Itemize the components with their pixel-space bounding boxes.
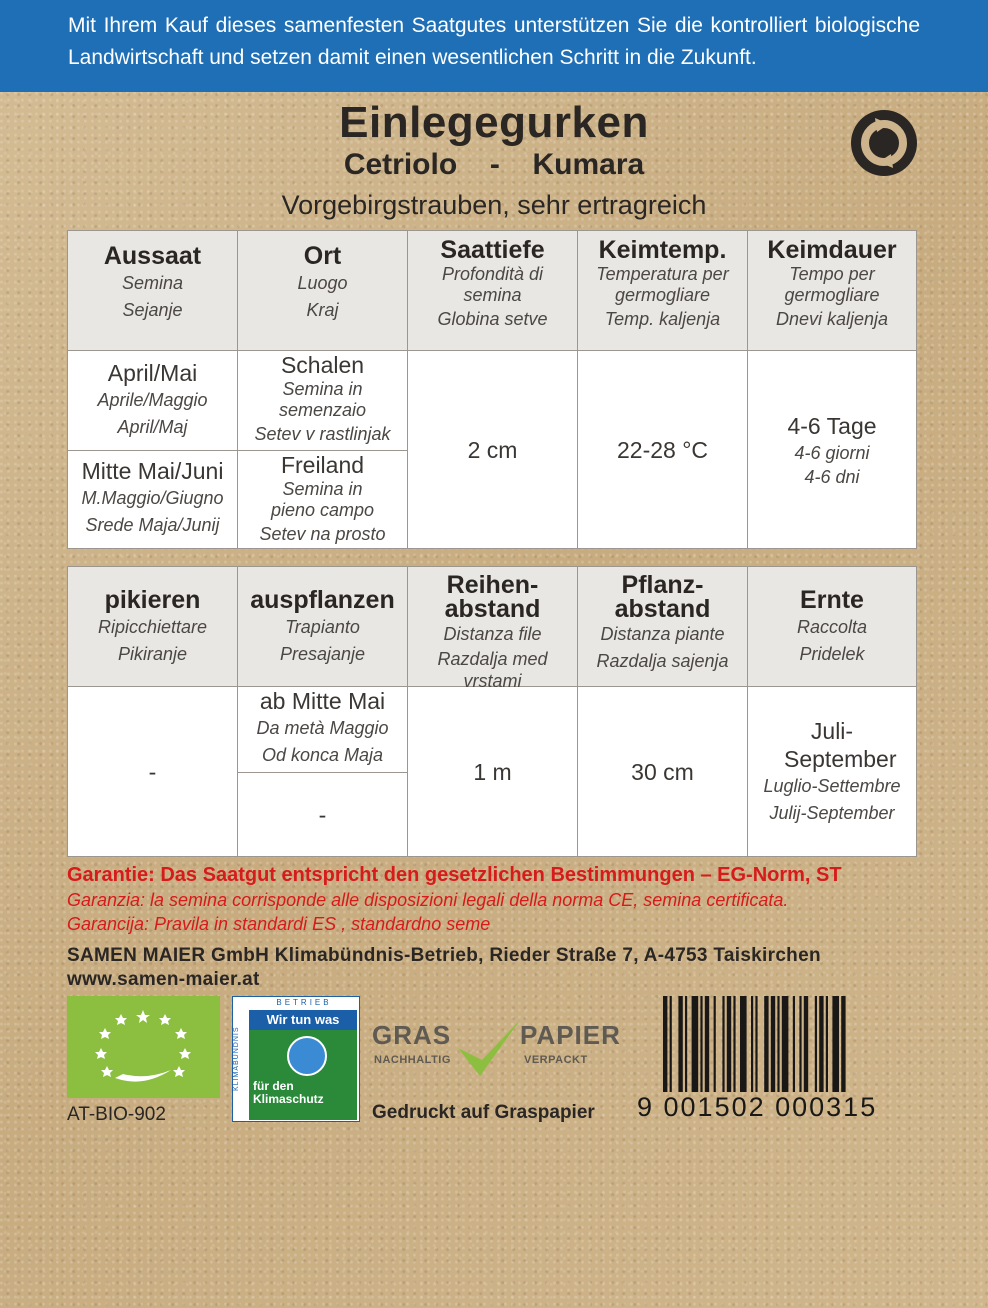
cell-ort-1: Schalen Semina in semenzaio Setev v rastlinjak: [238, 351, 408, 451]
barcode-bar: [705, 996, 709, 1092]
globe-icon: [287, 1036, 327, 1076]
planting-table: [67, 566, 917, 857]
barcode: [637, 996, 917, 1122]
cell-aussaat-1: April/Mai Aprile/Maggio April/Maj: [68, 351, 238, 451]
header-reihenabstand: Reihen-abstand Distanza file Razdalja med vrstami: [408, 567, 578, 687]
cell-aussaat-2: Mitte Mai/Juni M.Maggio/Giugno Srede Maja/Junij: [68, 451, 238, 549]
header-pikieren: pikieren Ripicchiettare Pikiranje: [68, 567, 238, 687]
barcode-number: 9 001502 000315: [637, 1092, 878, 1122]
sowing-table: [67, 230, 917, 549]
barcode-bar: [722, 996, 724, 1092]
header-keimdauer: Keimdauer Tempo per germogliare Dnevi kaljenja: [748, 231, 917, 351]
checkmark-icon: [454, 1018, 524, 1080]
papier-word: PAPIER: [520, 1020, 621, 1050]
barcode-bar: [733, 996, 735, 1092]
organic-control-code: AT-BIO-902: [67, 1104, 166, 1125]
barcode-bar: [832, 996, 839, 1092]
barcode-bar: [700, 996, 702, 1092]
info-banner: [0, 0, 988, 92]
guarantee-block: [67, 862, 927, 936]
barcode-bar: [670, 996, 672, 1092]
barcode-bar: [692, 996, 699, 1092]
klima-line2: für den Klimaschutz: [253, 1079, 324, 1106]
barcode-bar: [799, 996, 801, 1092]
cell-saattiefe: 2 cm: [408, 351, 578, 549]
header-saattiefe: Saattiefe Profondità di semina Globina setve: [408, 231, 578, 351]
barcode-bar: [751, 996, 753, 1092]
header-aussaat: Aussaat Semina Sejanje: [68, 231, 238, 351]
klima-line1: Wir tun was: [249, 1010, 357, 1030]
klimabuendnis-logo: [232, 996, 360, 1122]
barcode-bar: [819, 996, 823, 1092]
barcode-bar: [782, 996, 789, 1092]
printed-on-text: Gedruckt auf Graspapier: [372, 1102, 595, 1123]
barcode-bar: [678, 996, 682, 1092]
eu-organic-logo: [67, 996, 220, 1098]
barcode-bar: [771, 996, 775, 1092]
header-auspflanzen: auspflanzen Trapianto Presajanje: [238, 567, 408, 687]
company-block: [67, 944, 927, 992]
barcode-bar: [793, 996, 795, 1092]
barcode-bar: [714, 996, 716, 1092]
cell-reihenabstand: 1 m: [408, 687, 578, 857]
header-pflanzabstand: Pflanz-abstand Distanza piante Razdalja sajenja: [578, 567, 748, 687]
product-subtitle: Cetriolo - Kumara: [343, 148, 645, 181]
title-block: [0, 98, 988, 182]
cell-keimtemp: 22-28 °C: [578, 351, 748, 549]
header-keimtemp: Keimtemp. Temperatura per germogliare Temp. kaljenja: [578, 231, 748, 351]
company-website[interactable]: www.samen-maier.at: [67, 969, 260, 990]
graspapier-logo: [372, 1020, 624, 1080]
gras-word: GRAS: [372, 1020, 452, 1050]
barcode-bar: [815, 996, 817, 1092]
barcode-bar: [841, 996, 845, 1092]
header-ernte: Ernte Raccolta Pridelek: [748, 567, 917, 687]
klima-side-text: KLIMABÜNDNIS: [233, 1026, 240, 1092]
company-address: SAMEN MAIER GmbH Klimabündnis-Betrieb, Rieder Straße 7, A-4753 Taiskirchen: [67, 945, 821, 966]
barcode-bar: [764, 996, 768, 1092]
header-ort: Ort Luogo Kraj: [238, 231, 408, 351]
barcode-bars: [637, 996, 917, 1092]
cell-ort-2: Freiland Semina in pieno campo Setev na prosto: [238, 451, 408, 549]
cell-pflanzabstand: 30 cm: [578, 687, 748, 857]
barcode-bar: [777, 996, 779, 1092]
cell-auspflanzen-2: -: [238, 773, 408, 857]
cell-ernte: Juli-September Luglio-Settembre Julij-September: [748, 687, 917, 857]
papier-sub: VERPACKT: [524, 1054, 588, 1066]
gras-sub: NACHHALTIG: [374, 1054, 451, 1066]
guarantee-it: Garanzia: la semina corrisponde alle disposizioni legali della norma CE, semina certificata.: [67, 890, 789, 910]
barcode-bar: [804, 996, 808, 1092]
guarantee-de: Garantie: Das Saatgut entspricht den gesetzlichen Bestimmungen – EG-Norm, ST: [67, 864, 842, 886]
banner-text: Mit Ihrem Kauf dieses samenfesten Saatgutes unterstützen Sie die kontrolliert biologische Landwirtschaft und setzen damit einen wesentlichen Schritt in die Zukunft.: [68, 14, 920, 69]
klima-top-text: BETRIEB: [276, 998, 332, 1007]
barcode-bar: [685, 996, 687, 1092]
product-title: Einlegegurken: [339, 98, 649, 147]
variety-description: Vorgebirgstrauben, sehr ertragreich: [281, 190, 707, 220]
cell-keimdauer: 4-6 Tage 4-6 giorni 4-6 dni: [748, 351, 917, 549]
barcode-bar: [826, 996, 828, 1092]
barcode-bar: [727, 996, 731, 1092]
barcode-bar: [755, 996, 757, 1092]
barcode-bar: [740, 996, 747, 1092]
cell-auspflanzen-1: ab Mitte Mai Da metà Maggio Od konca Maja: [238, 687, 408, 773]
green-dot-recycle-icon: [851, 110, 917, 176]
guarantee-sl: Garancija: Pravila in standardi ES , standardno seme: [67, 914, 491, 934]
barcode-bar: [663, 996, 667, 1092]
cell-pikieren: -: [68, 687, 238, 857]
